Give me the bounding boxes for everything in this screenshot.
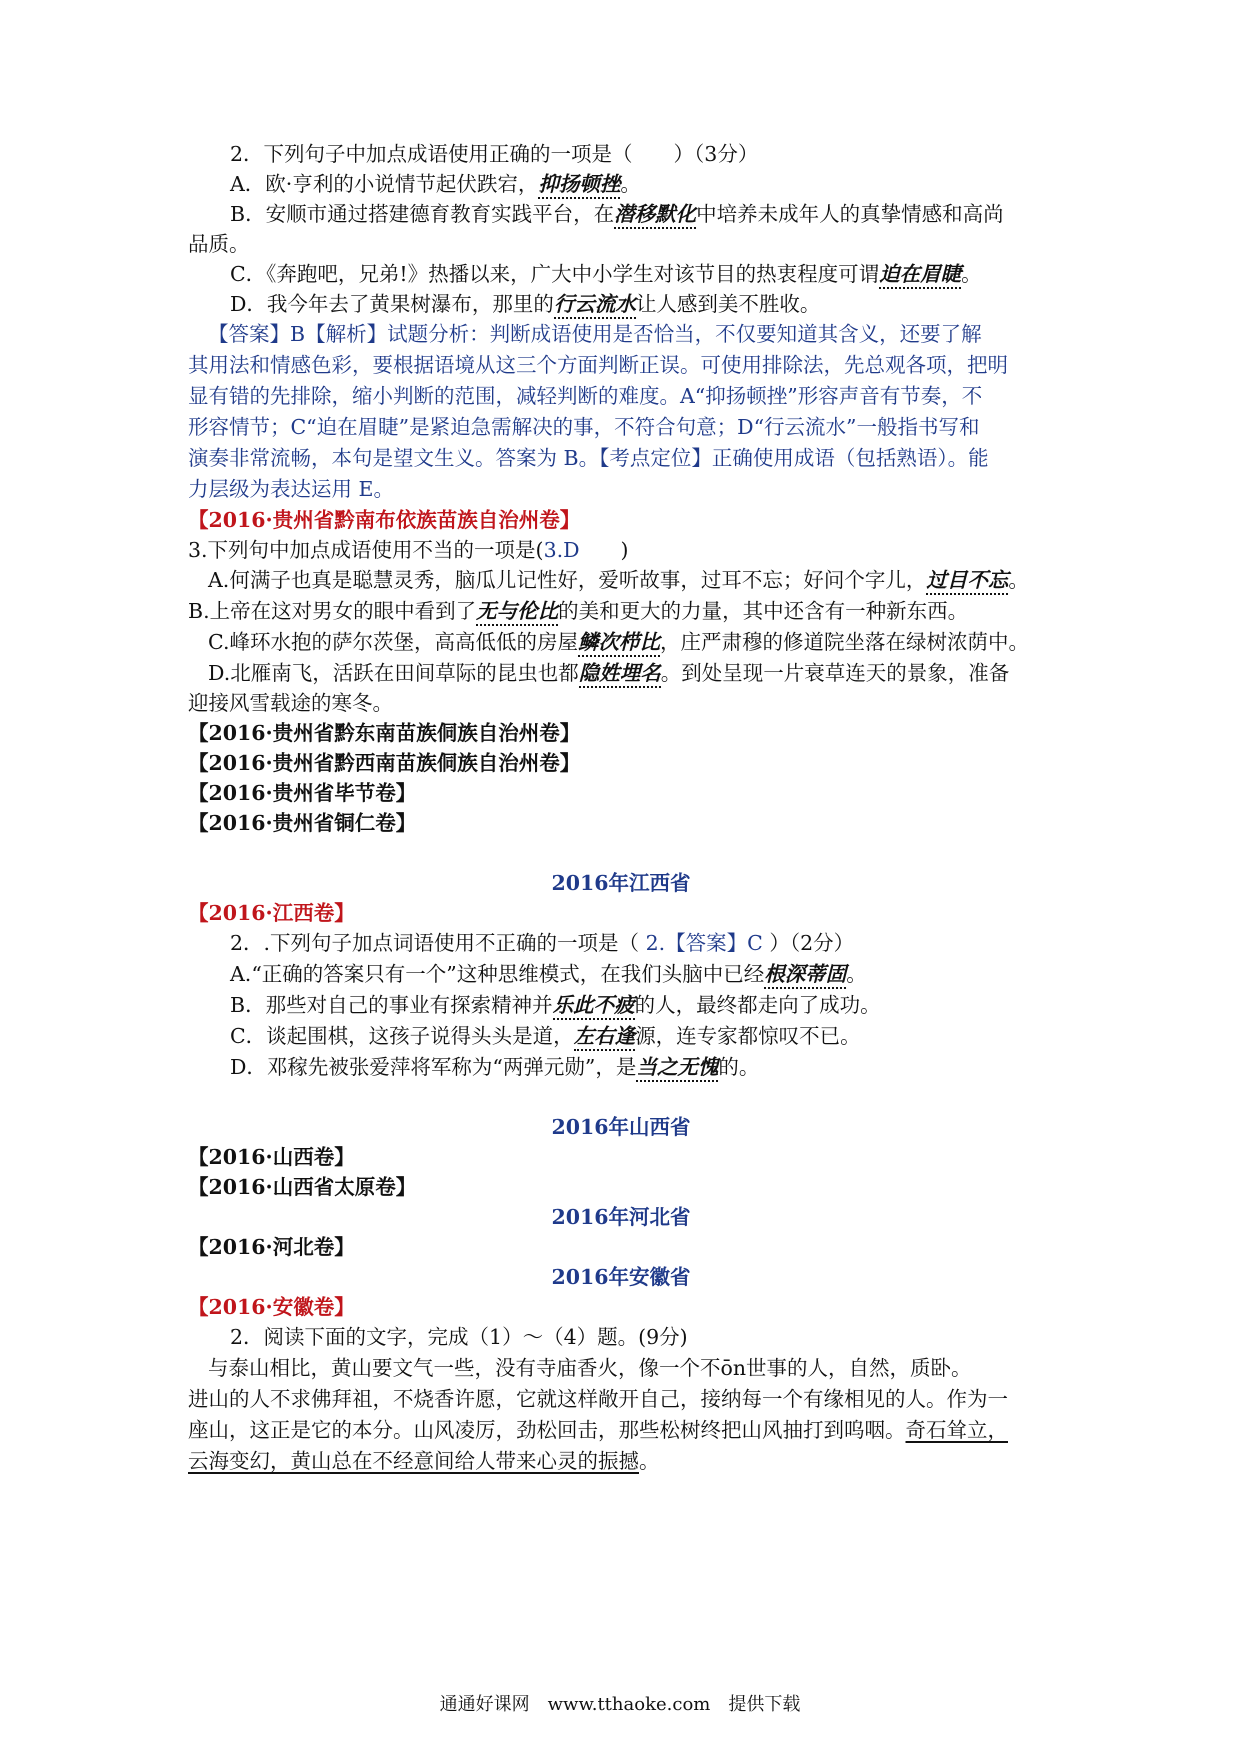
option-b: B．安顺市通过搭建德育教育实践平台，在潜移默化中培养未成年人的真挚情感和高尚 [230, 197, 1054, 231]
option-b-cont: 品质。 [188, 232, 250, 256]
province-title: 2016年安徽省 [551, 1265, 691, 1289]
section-header: 【2016·贵州省毕节卷】 [188, 781, 417, 805]
answer-inline: 2.【答案】C [645, 931, 763, 955]
question-stem: 2．下列句子中加点成语使用正确的一项是（ ）（3分） [230, 142, 759, 166]
answer-line: 显有错的先排除，缩小判断的范围，减轻判断的难度。A“抑扬顿挫”形容声音有节奏，不 [188, 384, 983, 408]
question-stem: 3.下列句中加点成语使用不当的一项是(3.D ) [188, 538, 629, 562]
passage-line: 进山的人不求佛拜祖，不烧香许愿，它就这样敞开自己，接纳每一个有缘相见的人。作为一 [188, 1387, 1008, 1411]
option-a: A.何满子也真是聪慧灵秀，脑瓜儿记性好，爱听故事，过耳不忘；好问个字儿，过目不忘。 [208, 563, 1054, 597]
section-header: 【2016·贵州省黔南布依族苗族自治州卷】 [188, 508, 581, 532]
passage-line: 座山，这正是它的本分。山风凌厉，劲松回击，那些松树终把山风抽打到呜咽。奇石耸立， [188, 1418, 1008, 1442]
province-title: 2016年河北省 [551, 1205, 691, 1229]
dotted-idiom: 鳞次栉比 [578, 630, 660, 657]
answer-line: 演奏非常流畅，本句是望文生义。答案为 B。【考点定位】正确使用成语（包括熟语）。能 [188, 446, 989, 470]
dotted-idiom: 隐姓埋名 [579, 661, 661, 688]
option-a: A.“正确的答案只有一个”这种思维模式，在我们头脑中已经根深蒂固。 [230, 957, 1054, 991]
question-stem: 2．阅读下面的文字，完成（1）～（4）题。(9分) [230, 1325, 688, 1349]
option-c: C．《奔跑吧，兄弟!》热播以来，广大中小学生对该节目的热衷程度可谓迫在眉睫。 [230, 257, 1054, 291]
dotted-idiom: 行云流水 [554, 292, 636, 319]
section-header: 【2016·山西省太原卷】 [188, 1175, 417, 1199]
underlined-text: 云海变幻，黄山总在不经意间给人带来心灵的振撼 [188, 1449, 639, 1473]
option-d: D．我今年去了黄果树瀑布，那里的行云流水让人感到美不胜收。 [230, 287, 1054, 321]
section-header: 【2016·贵州省黔东南苗族侗族自治州卷】 [188, 721, 581, 745]
answer-line: 力层级为表达运用 E。 [188, 477, 394, 501]
answer-line: 【答案】B【解析】试题分析：判断成语使用是否恰当，不仅要知道其含义，还要了解 [208, 322, 982, 346]
dotted-idiom: 无与伦比 [476, 599, 558, 626]
dotted-idiom: 乐此不疲 [553, 993, 635, 1020]
dotted-idiom: 迫在眉睫 [879, 262, 961, 289]
option-a: A．欧·亨利的小说情节起伏跌宕，抑扬顿挫。 [230, 167, 1054, 201]
question-stem: 2．.下列句子加点词语使用不正确的一项是（ 2.【答案】C ）（2分） [230, 931, 855, 955]
option-c: C．谈起围棋，这孩子说得头头是道，左右逢源，连专家都惊叹不已。 [230, 1019, 1054, 1053]
dotted-idiom: 抑扬顿挫 [538, 172, 620, 199]
section-header: 【2016·贵州省铜仁卷】 [188, 811, 417, 835]
dotted-idiom: 当之无愧 [636, 1055, 718, 1082]
underlined-text: 奇石耸立， [905, 1418, 1008, 1442]
option-b: B．那些对自己的事业有探索精神并乐此不疲的人，最终都走向了成功。 [230, 988, 1054, 1022]
section-header: 【2016·安徽卷】 [188, 1295, 355, 1319]
option-d: D．邓稼先被张爱萍将军称为“两弹元勋”，是当之无愧的。 [230, 1050, 1054, 1084]
section-header: 【2016·河北卷】 [188, 1235, 355, 1259]
dotted-idiom: 潜移默化 [614, 202, 696, 229]
section-header: 【2016·山西卷】 [188, 1145, 355, 1169]
province-title: 2016年山西省 [551, 1115, 691, 1139]
passage-line: 云海变幻，黄山总在不经意间给人带来心灵的振撼。 [188, 1449, 660, 1473]
answer-line: 形容情节；C“迫在眉睫”是紧迫急需解决的事，不符合句意；D“行云流水”一般指书写和 [188, 415, 980, 439]
dotted-idiom: 过目不忘 [926, 568, 1008, 595]
answer-line: 其用法和情感色彩，要根据语境从这三个方面判断正误。可使用排除法，先总观各项，把明 [188, 353, 1008, 377]
dotted-idiom: 根深蒂固 [764, 962, 846, 989]
answer-inline: 3.D [543, 538, 580, 562]
section-header: 【2016·江西卷】 [188, 901, 355, 925]
page-footer: 通通好课网 www.tthaoke.com 提供下载 [439, 1694, 801, 1715]
section-header: 【2016·贵州省黔西南苗族侗族自治州卷】 [188, 751, 581, 775]
option-d-cont: 迎接风雪载途的寒冬。 [188, 691, 393, 715]
dotted-idiom: 左右逢 [574, 1024, 636, 1051]
province-title: 2016年江西省 [551, 871, 691, 895]
option-c: C.峰环水抱的萨尔茨堡，高高低低的房屋鳞次栉比，庄严肃穆的修道院坐落在绿树浓荫中。 [208, 625, 1054, 659]
option-d: D.北雁南飞，活跃在田间草际的昆虫也都隐姓埋名。到处呈现一片衰草连天的景象，准备 [208, 656, 1054, 690]
option-b: B.上帝在这对男女的眼中看到了无与伦比的美和更大的力量，其中还含有一种新东西。 [188, 594, 1054, 628]
passage-line: 与泰山相比，黄山要文气一些，没有寺庙香火，像一个不ōn世事的人，自然，质卧。 [208, 1356, 972, 1380]
